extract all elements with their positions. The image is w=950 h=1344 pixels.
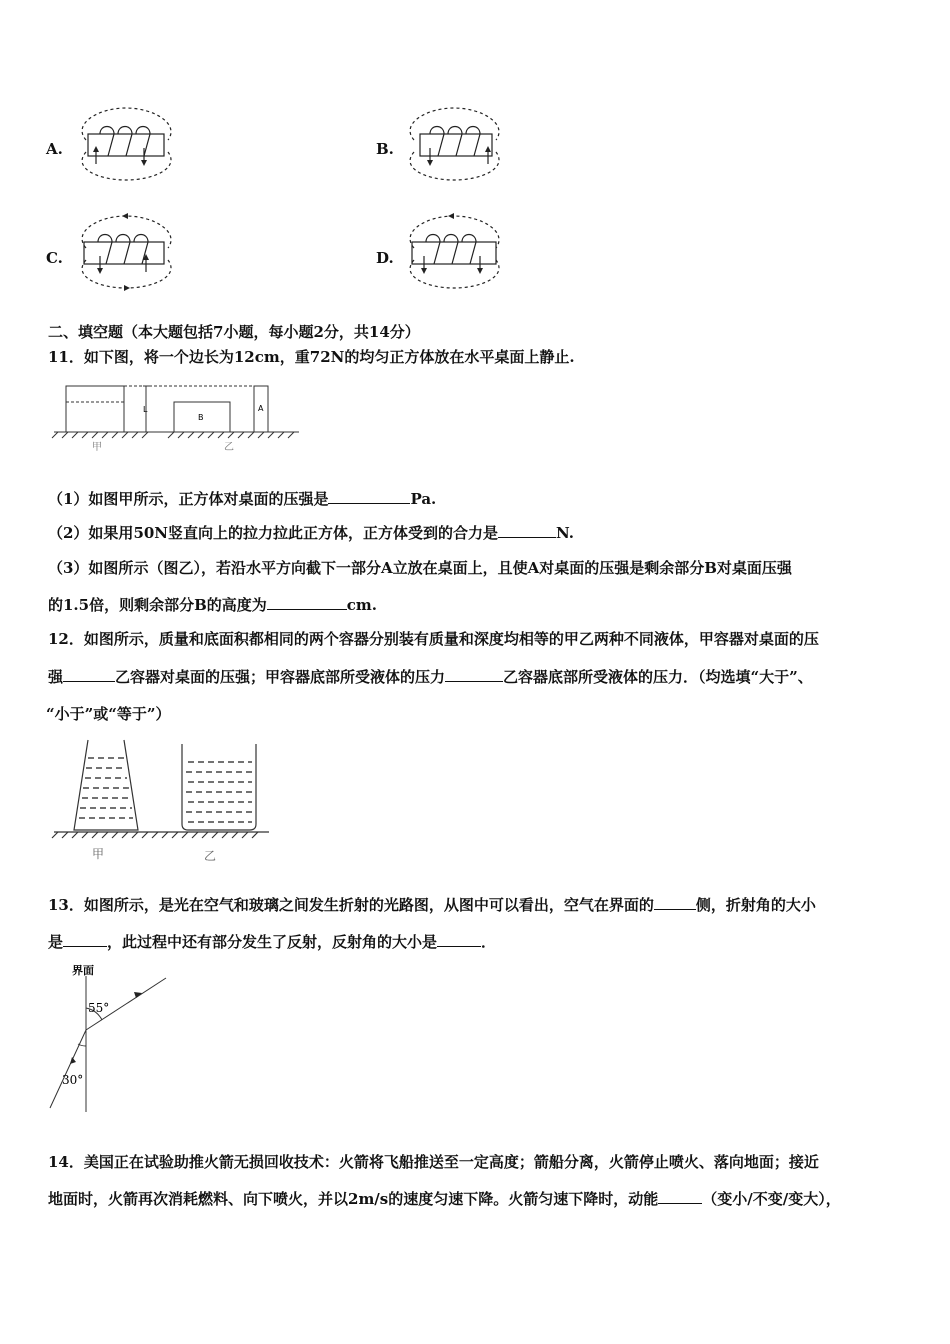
q12-line3: “小于”或“等于”） <box>46 705 171 723</box>
q11-blank-1[interactable] <box>328 489 410 504</box>
q13-blank-2[interactable] <box>63 932 107 947</box>
q13-label-angle1: 55° <box>88 1001 110 1015</box>
q11-label-L: L <box>143 405 148 414</box>
q13-label-interface: 界面 <box>72 964 94 977</box>
q13-line1: 13．如图所示，是光在空气和玻璃之间发生折射的光路图，从图中可以看出，空气在界面的 侧，折射角的大小 <box>48 896 816 914</box>
option-a-label: A. <box>46 140 63 158</box>
q12-label-jia: 甲 <box>92 847 105 861</box>
q11-figure <box>54 382 299 454</box>
q14-blank-1[interactable] <box>658 1189 702 1204</box>
solenoid-diagram-c <box>78 212 178 292</box>
q14-line2: 地面时，火箭再次消耗燃料、向下喷火，并以2m/s的速度匀速下降。火箭匀速下降时，动能 （变小/不变/变大）， <box>48 1190 841 1208</box>
q12-figure <box>54 738 274 864</box>
q12-line2: 强 乙容器对桌面的压强；甲容器底部所受液体的压力 乙容器底部所受液体的压力．（均选填“大于”、 <box>48 668 813 686</box>
q13-blank-3[interactable] <box>437 932 481 947</box>
q11-label-B: B <box>198 413 204 422</box>
q11-part2: （2）如果用50N竖直向上的拉力拉此正方体，正方体受到的合力是 N. <box>48 524 575 542</box>
q13-blank-1[interactable] <box>654 895 696 910</box>
option-b-label: B. <box>376 140 394 158</box>
q13-label-angle2: 30° <box>62 1073 84 1087</box>
q13-figure <box>44 960 174 1116</box>
q11-part3-line1: （3）如图所示（图乙），若沿水平方向截下一部分A立放在桌面上，且使A对桌面的压强是剩余部分B对桌面压强 <box>48 559 792 577</box>
q14-line1: 14．美国正在试验助推火箭无损回收技术：火箭将飞船推送至一定高度；箭船分离，火箭停止喷火、落向地面；接近 <box>48 1153 819 1171</box>
q11-part1: （1）如图甲所示，正方体对桌面的压强是 Pa. <box>48 490 437 508</box>
q12-line1: 12．如图所示，质量和底面积都相同的两个容器分别装有质量和深度均相等的甲乙两种不同液体，甲容器对桌面的压 <box>48 630 819 648</box>
solenoid-diagram-a <box>78 104 178 184</box>
q11-blank-2[interactable] <box>498 523 556 538</box>
section-heading: 二、填空题（本大题包括7小题，每小题2分，共14分） <box>48 323 420 341</box>
option-c-label: C. <box>46 249 63 267</box>
q11-stem: 11．如下图，将一个边长为12cm，重72N的均匀正方体放在水平桌面上静止. <box>48 348 575 366</box>
q12-label-yi: 乙 <box>204 849 217 863</box>
q13-line2: 是 ，此过程中还有部分发生了反射，反射角的大小是 ． <box>48 933 497 951</box>
solenoid-diagram-b <box>406 104 506 184</box>
solenoid-diagram-d <box>406 212 506 292</box>
q12-blank-2[interactable] <box>445 667 503 682</box>
option-d-label: D. <box>376 249 394 267</box>
q11-label-A: A <box>258 404 264 413</box>
q11-part3-line2: 的1.5倍，则剩余部分B的高度为 cm. <box>48 596 378 614</box>
q11-label-yi: 乙 <box>224 442 234 453</box>
q12-blank-1[interactable] <box>63 667 115 682</box>
q11-blank-3[interactable] <box>267 595 347 610</box>
q11-label-jia: 甲 <box>92 442 102 453</box>
